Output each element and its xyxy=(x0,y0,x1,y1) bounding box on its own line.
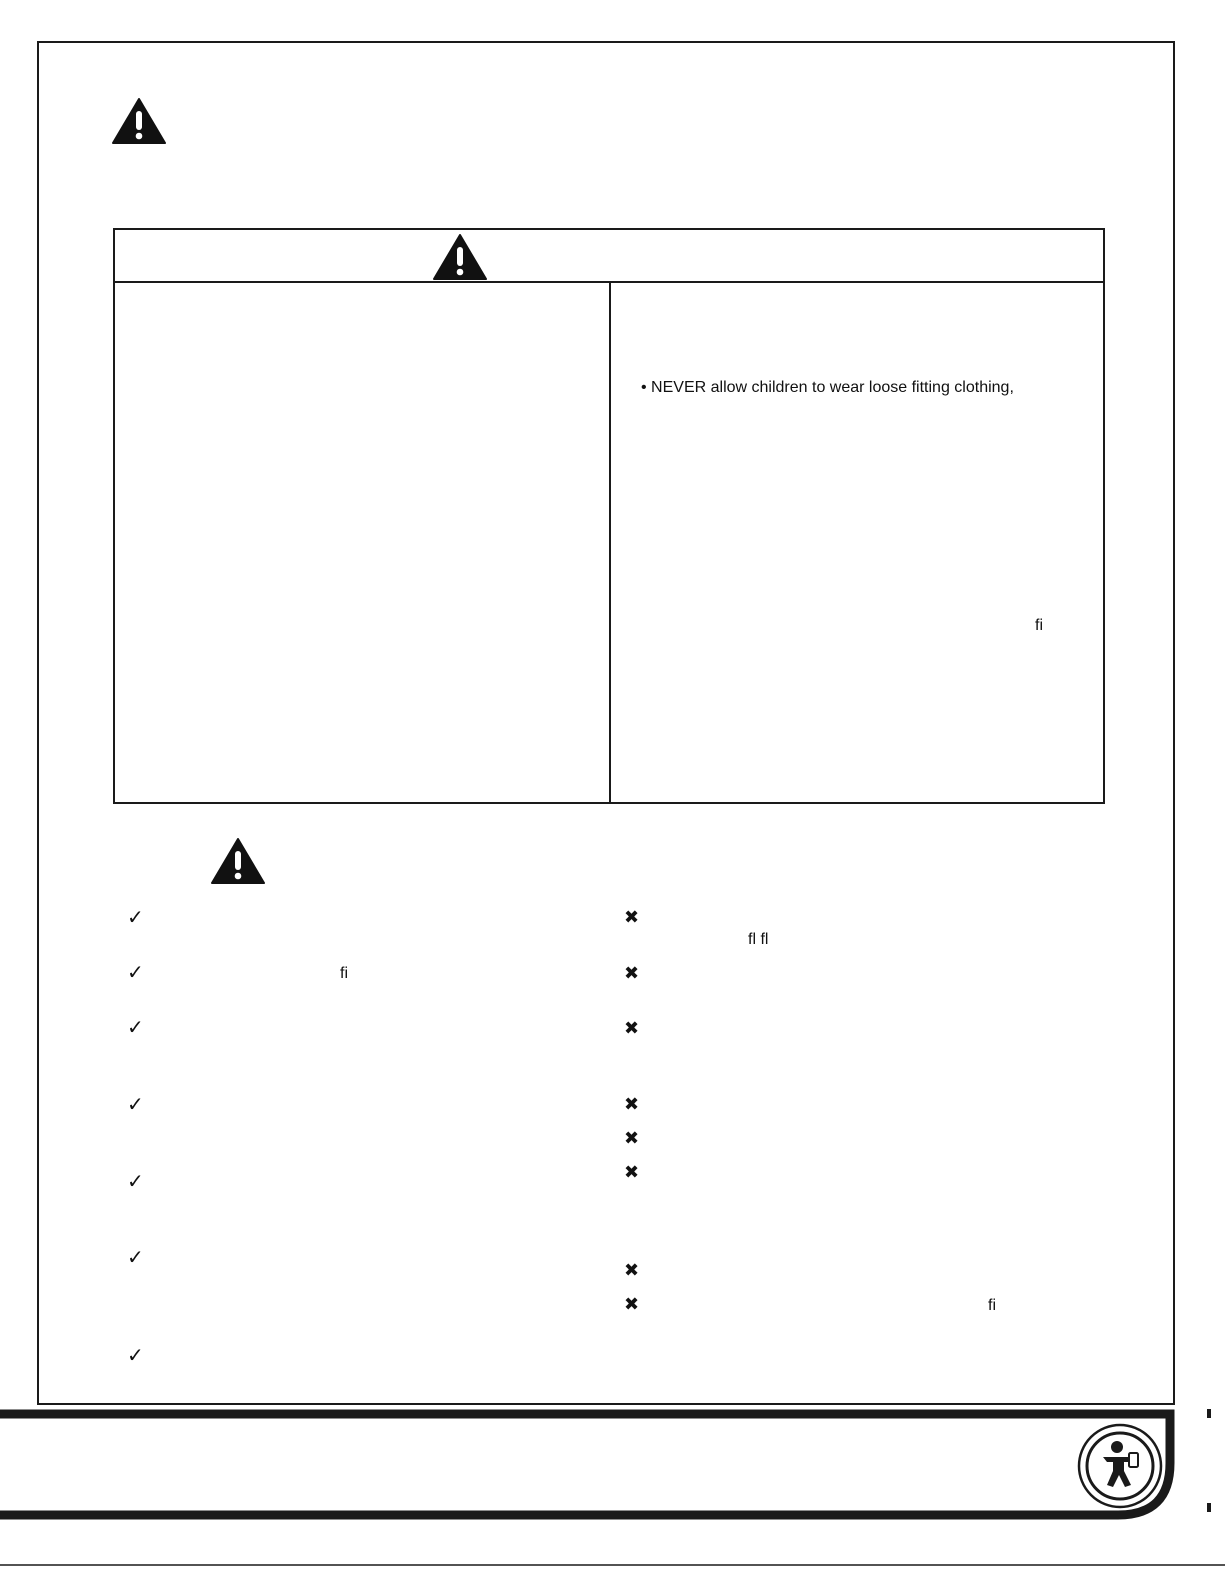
warning-triangle-icon xyxy=(432,233,488,281)
cross-icon: ✖ xyxy=(624,1094,640,1115)
child-safety-seal-icon xyxy=(1077,1423,1163,1509)
cross-icon: ✖ xyxy=(624,1162,640,1183)
check-icon: ✓ xyxy=(127,1169,144,1193)
cross-icon: ✖ xyxy=(624,1260,640,1281)
check-icon: ✓ xyxy=(127,1015,144,1039)
cross-icon: ✖ xyxy=(624,907,640,928)
warning-box-header xyxy=(115,230,1103,283)
warning-box-divider xyxy=(609,283,611,802)
check-icon: ✓ xyxy=(127,1245,144,1269)
check-icon: ✓ xyxy=(127,1343,144,1367)
cross-icon: ✖ xyxy=(624,1294,640,1315)
do-item-fragment: fi xyxy=(340,965,348,982)
warning-bullet-clothing: • NEVER allow children to wear loose fitting clothing, xyxy=(641,379,1014,396)
check-icon: ✓ xyxy=(127,960,144,984)
warning-box xyxy=(113,228,1105,804)
footer-band xyxy=(0,1405,1225,1585)
cross-icon: ✖ xyxy=(624,1018,640,1039)
dont-item-fragment: fl fl xyxy=(748,931,769,948)
cross-icon: ✖ xyxy=(624,963,640,984)
check-icon: ✓ xyxy=(127,905,144,929)
dont-item-fragment: fi xyxy=(988,1297,996,1314)
warning-triangle-icon xyxy=(210,837,266,885)
warning-triangle-icon xyxy=(111,97,167,145)
warning-text-fragment: fi xyxy=(1035,617,1043,634)
check-icon: ✓ xyxy=(127,1092,144,1116)
cross-icon: ✖ xyxy=(624,1128,640,1149)
